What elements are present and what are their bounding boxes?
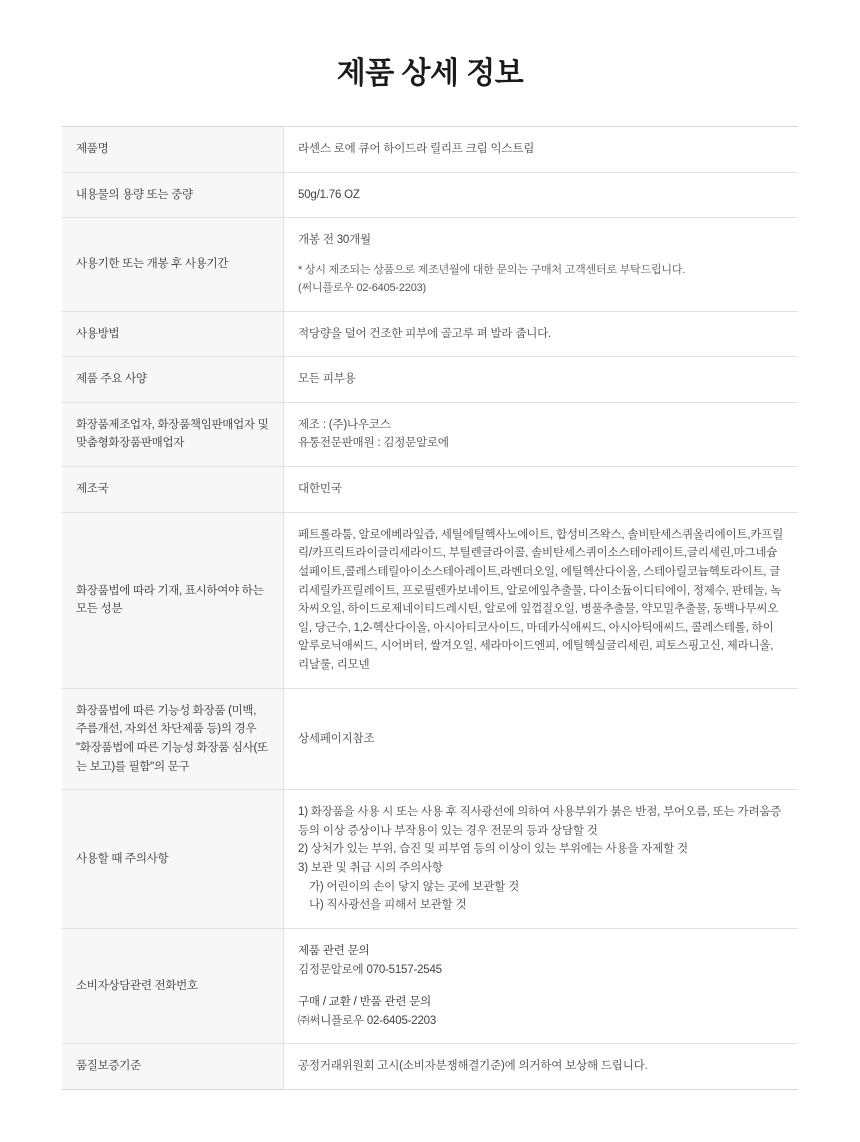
table-row [62, 512, 798, 688]
contact-phone-product: 김정문알로에 070-5157-2545 [298, 963, 442, 976]
row-label-precautions: 사용할 때 주의사항 [62, 790, 284, 929]
manufacturer-line1: 제조 : (주)나우코스 [298, 418, 391, 431]
row-label-manufacturer: 화장품제조업자, 화장품책임판매업자 및 맞춤형화장품판매업자 [62, 402, 284, 466]
table-row [62, 357, 798, 403]
table-row [62, 928, 798, 1044]
precaution-line5: 나) 직사광선을 피해서 보관할 것 [309, 899, 467, 912]
row-label-functional: 화장품법에 따른 기능성 화장품 (미백, 주름개선, 자외선 차단제품 등)의 경우 "화장품법에 따른 기능성 화장품 심사(또는 보고)를 필함"의 문구 [62, 688, 284, 790]
table-row [62, 688, 798, 790]
manufacturer-line2: 유통전문판매원 : 김정문알로에 [298, 437, 449, 450]
row-value-quality-guarantee: 공정거래위원회 고시(소비자분쟁해결기준)에 의거하여 보상해 드립니다. [284, 1044, 799, 1090]
row-label-volume: 내용물의 용량 또는 중량 [62, 172, 284, 218]
table-row [62, 790, 798, 929]
contact-phone-order: ㈜써니플로우 02-6405-2203 [298, 1014, 437, 1027]
row-value-volume: 50g/1.76 OZ [284, 172, 799, 218]
precaution-line4: 가) 어린이의 손이 닿지 않는 곳에 보관할 것 [309, 880, 520, 893]
precaution-line2: 2) 상처가 있는 부위, 습진 및 피부염 등의 이상이 있는 부위에는 사용을 자제할 것 [298, 843, 688, 856]
row-value-expiry [284, 218, 799, 311]
row-label-country: 제조국 [62, 467, 284, 513]
row-value-precautions [284, 790, 799, 929]
row-label-main-spec: 제품 주요 사양 [62, 357, 284, 403]
row-value-manufacturer [284, 402, 799, 466]
row-label-ingredients: 화장품법에 따라 기재, 표시하여야 하는 모든 성분 [62, 512, 284, 688]
contact-heading-product: 제품 관련 문의 [298, 944, 370, 957]
row-value-country: 대한민국 [284, 467, 799, 513]
row-value-functional: 상세페이지참조 [284, 688, 799, 790]
row-label-usage: 사용방법 [62, 311, 284, 357]
table-row [62, 218, 798, 311]
table-row [62, 172, 798, 218]
row-value-main-spec: 모든 피부용 [284, 357, 799, 403]
row-value-ingredients: 페트롤라툼, 알로에베라잎즙, 세틸에틸헥사노에이트, 합성비즈왁스, 솔비탄세스퀴올리에이트,카프릴릭/카프릭트라이글리세라이드, 부틸렌글라이콜, 솔비탄세스퀴이소스테아레이트,글리세린,마그네슘설페이트,콜레스테릴아이소스테아레이트,라벤더오일, 에틸헥산다이올, 스테아릴코늄헥토라이트, 글리세릴카프릴레이트, 프로필렌카보네이트, 알로에잎추출물, 다이소듐이디티에이, 정제수, 판테놀, 녹차씨오일, 하이드로제네이티드레시틴, 알로에 잎껍질오일, 병풀추출물, 약모밀추출물, 동백나무씨오일, 당근수, 1,2-헥산다이올, 아시아티코사이드, 마데카식애씨드, 아시아틱애씨드, 콜레스테롤, 하이알루로닉애씨드, 시어버터, 쌀겨오일, 세라마이드엔피, 에틸헥실글리세린, 피토스핑고신, 제라니올, 리날룰, 리모넨 [284, 512, 799, 688]
row-value-product-name: 라센스 로에 큐어 하이드라 릴리프 크림 익스트림 [284, 127, 799, 173]
row-label-product-name: 제품명 [62, 127, 284, 173]
product-spec-table [62, 126, 798, 1090]
table-row [62, 402, 798, 466]
precaution-line1: 1) 화장품을 사용 시 또는 사용 후 직사광선에 의하여 사용부위가 붉은 반점, 부어오름, 또는 가려움증 등의 이상 증상이나 부작용이 있는 경우 전문의 등과 상담할 것 [298, 806, 782, 837]
table-row [62, 467, 798, 513]
row-label-quality-guarantee: 품질보증기준 [62, 1044, 284, 1090]
row-label-consumer-contact: 소비자상담관련 전화번호 [62, 928, 284, 1044]
spacer [298, 250, 784, 262]
expiry-note-line2: (써니플로우 02-6405-2203) [298, 281, 427, 294]
table-row [62, 311, 798, 357]
row-value-consumer-contact [284, 928, 799, 1044]
contact-heading-order: 구매 / 교환 / 반품 관련 문의 [298, 996, 432, 1009]
table-row [62, 1044, 798, 1090]
row-label-expiry: 사용기한 또는 개봉 후 사용기간 [62, 218, 284, 311]
spacer [298, 979, 784, 993]
expiry-note-line1: * 상시 제조되는 상품으로 제조년월에 대한 문의는 구매처 고객센터로 부탁드립니다. [298, 263, 686, 276]
page-title: 제품 상세 정보 [336, 57, 524, 90]
row-value-usage: 적당량을 덜어 건조한 피부에 골고루 펴 발라 줍니다. [284, 311, 799, 357]
expiry-primary: 개봉 전 30개월 [298, 234, 371, 247]
precaution-line3: 3) 보관 및 취급 시의 주의사항 [298, 862, 443, 874]
table-row [62, 127, 798, 173]
